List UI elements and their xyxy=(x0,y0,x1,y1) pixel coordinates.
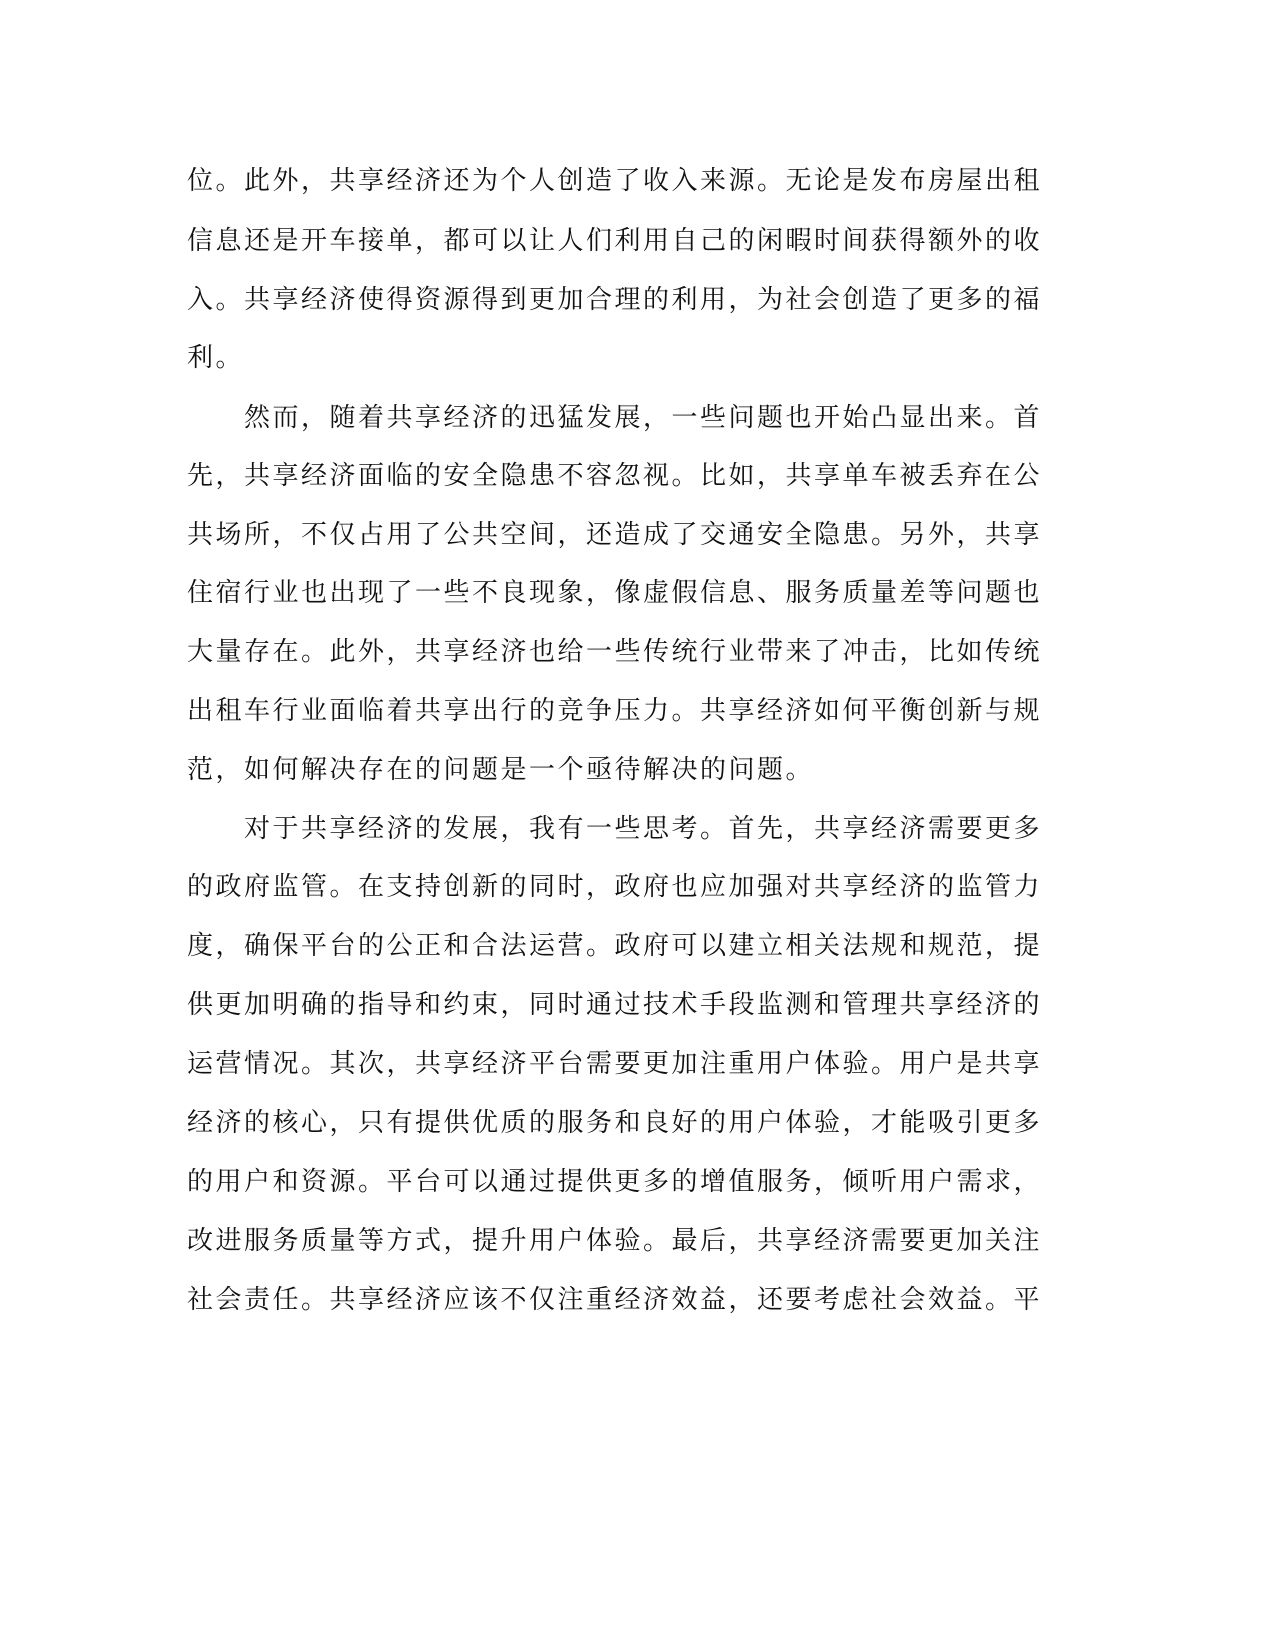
text-line: 改进服务质量等方式，提升用户体验。最后，共享经济需要更加关注 xyxy=(187,1226,1043,1256)
text-line: 经济的核心，只有提供优质的服务和良好的用户体验，才能吸引更多 xyxy=(187,1108,1043,1138)
text-line: 出租车行业面临着共享出行的竞争压力。共享经济如何平衡创新与规 xyxy=(187,696,1043,726)
text-line: 的政府监管。在支持创新的同时，政府也应加强对共享经济的监管力 xyxy=(187,872,1043,902)
text-line: 然而，随着共享经济的迅猛发展，一些问题也开始凸显出来。首 xyxy=(187,403,1043,433)
text-line: 住宿行业也出现了一些不良现象，像虚假信息、服务质量差等问题也 xyxy=(187,578,1043,608)
text-line: 共场所，不仅占用了公共空间，还造成了交通安全隐患。另外，共享 xyxy=(187,520,1043,550)
text-line: 运营情况。其次，共享经济平台需要更加注重用户体验。用户是共享 xyxy=(187,1049,1043,1079)
text-line: 对于共享经济的发展，我有一些思考。首先，共享经济需要更多 xyxy=(187,814,1043,844)
text-line: 大量存在。此外，共享经济也给一些传统行业带来了冲击，比如传统 xyxy=(187,637,1043,667)
text-line: 的用户和资源。平台可以通过提供更多的增值服务，倾听用户需求， xyxy=(187,1167,1043,1197)
text-line: 供更加明确的指导和约束，同时通过技术手段监测和管理共享经济的 xyxy=(187,990,1043,1020)
text-line: 先，共享经济面临的安全隐患不容忽视。比如，共享单车被丢弃在公 xyxy=(187,461,1043,491)
text-line: 范，如何解决存在的问题是一个亟待解决的问题。 xyxy=(187,755,815,785)
text-line: 社会责任。共享经济应该不仅注重经济效益，还要考虑社会效益。平 xyxy=(187,1285,1043,1315)
text-line: 度，确保平台的公正和合法运营。政府可以建立相关法规和规范，提 xyxy=(187,931,1043,961)
text-line: 利。 xyxy=(187,343,245,373)
text-line: 位。此外，共享经济还为个人创造了收入来源。无论是发布房屋出租 xyxy=(187,166,1043,196)
text-line: 信息还是开车接单，都可以让人们利用自己的闲暇时间获得额外的收 xyxy=(187,226,1043,256)
text-line: 入。共享经济使得资源得到更加合理的利用，为社会创造了更多的福 xyxy=(187,285,1043,315)
